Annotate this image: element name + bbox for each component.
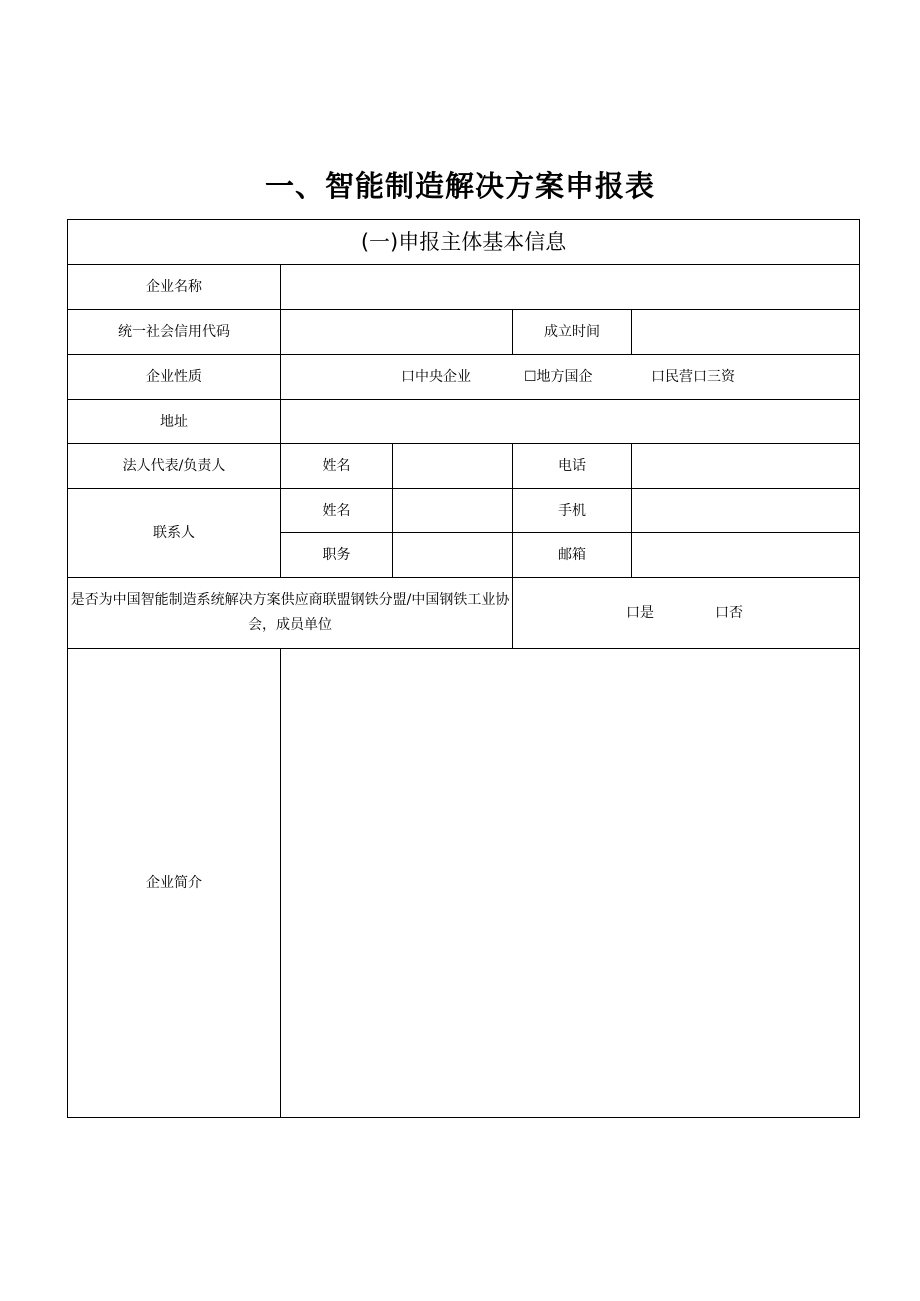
- member-question-label: 是否为中国智能制造系统解决方案供应商联盟钢铁分盟/中国钢铁工业协会，成员单位: [68, 578, 513, 649]
- address-label: 地址: [68, 400, 281, 444]
- member-option-no[interactable]: 口否: [715, 605, 743, 621]
- legal-rep-label: 法人代表/负责人: [68, 444, 281, 489]
- nature-option-local[interactable]: ☐地方国企: [524, 369, 593, 385]
- legal-rep-phone-field[interactable]: [632, 444, 860, 489]
- company-name-label: 企业名称: [68, 265, 281, 310]
- nature-option-central[interactable]: 口中央企业: [401, 369, 471, 385]
- credit-code-label: 统一社会信用代码: [68, 310, 281, 355]
- page-title: 一、智能制造解决方案申报表: [264, 169, 655, 203]
- founded-label: 成立时间: [513, 310, 632, 355]
- nature-option-private[interactable]: 口民营口三资: [651, 369, 735, 385]
- section-title: (一)申报主体基本信息: [68, 220, 860, 265]
- contact-mobile-label: 手机: [513, 489, 632, 533]
- contact-email-label: 邮箱: [513, 533, 632, 578]
- contact-name-label: 姓名: [281, 489, 393, 533]
- address-field[interactable]: [281, 400, 860, 444]
- founded-field[interactable]: [632, 310, 860, 355]
- profile-label: 企业简介: [68, 649, 281, 1118]
- application-form-table: [67, 219, 860, 1118]
- nature-label: 企业性质: [68, 355, 281, 400]
- company-name-field[interactable]: [281, 265, 860, 310]
- contact-label: 联系人: [68, 489, 281, 578]
- contact-name-field[interactable]: [393, 489, 513, 533]
- member-options: [513, 578, 860, 649]
- legal-rep-name-label: 姓名: [281, 444, 393, 489]
- legal-rep-name-field[interactable]: [393, 444, 513, 489]
- credit-code-field[interactable]: [281, 310, 513, 355]
- profile-field[interactable]: [281, 649, 860, 1118]
- nature-options: [281, 355, 860, 400]
- member-option-yes[interactable]: 口是: [626, 605, 654, 621]
- contact-mobile-field[interactable]: [632, 489, 860, 533]
- legal-rep-phone-label: 电话: [513, 444, 632, 489]
- contact-position-field[interactable]: [393, 533, 513, 578]
- contact-email-field[interactable]: [632, 533, 860, 578]
- contact-position-label: 职务: [281, 533, 393, 578]
